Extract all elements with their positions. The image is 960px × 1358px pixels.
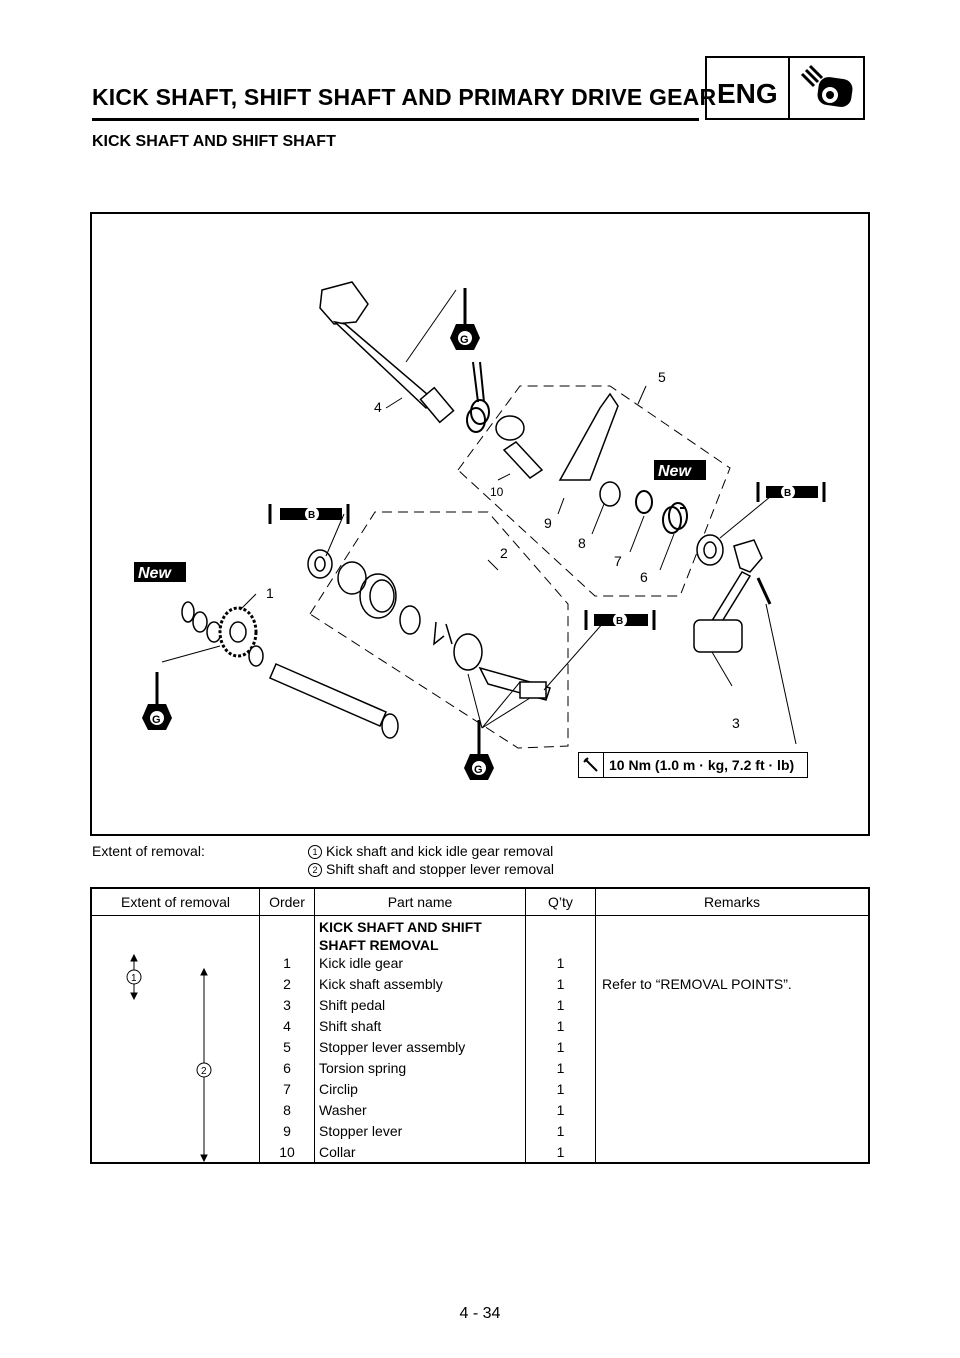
torque-spec-text: 10 Nm (1.0 m · kg, 7.2 ft · lb) (609, 757, 795, 773)
row-order: 1 (283, 955, 291, 971)
extent-item-1 (308, 843, 553, 859)
header-part-name: Part name (387, 894, 453, 910)
header-qty: Q’ty (548, 894, 573, 910)
row-remarks: Refer to “REMOVAL POINTS”. (602, 976, 792, 992)
callout-9: 9 (544, 515, 552, 531)
row-qty: 1 (556, 1060, 565, 1076)
row-qty: 1 (556, 1123, 565, 1139)
exploded-diagram (90, 212, 870, 836)
row-part-name: Kick shaft assembly (319, 976, 443, 992)
section-subtitle: KICK SHAFT AND SHIFT SHAFT (92, 133, 336, 150)
grease-b-marker-left (270, 504, 348, 524)
group-title-line-1: KICK SHAFT AND SHIFT (319, 919, 482, 935)
kick-shaft-assembly-part (308, 550, 550, 700)
row-qty: 1 (556, 955, 565, 971)
row-qty: 1 (556, 1102, 565, 1118)
title-rule (92, 118, 699, 121)
callout-3: 3 (732, 715, 740, 731)
engine-icon (796, 60, 860, 116)
kick-idle-gear-part (182, 602, 398, 738)
row-order: 6 (283, 1060, 291, 1076)
row-part-name: Circlip (319, 1081, 358, 1097)
stopper-lever-part (560, 394, 618, 480)
table-header-rule (92, 915, 868, 916)
row-part-name: Stopper lever assembly (319, 1039, 466, 1055)
section-badge-label: ENG (717, 78, 778, 109)
table-divider (314, 889, 315, 1162)
extent-number-1: 1 (308, 845, 322, 859)
torque-divider (603, 753, 604, 777)
header-order: Order (269, 894, 305, 910)
oil-seal-part (697, 535, 723, 565)
collar-part (496, 416, 542, 478)
table-divider (595, 889, 596, 1162)
row-part-name: Shift shaft (319, 1018, 382, 1034)
removal-table (90, 887, 870, 1164)
row-part-name: Kick idle gear (319, 955, 404, 971)
extent-text-2: Shift shaft and stopper lever removal (326, 861, 555, 877)
new-marker-left (134, 562, 186, 582)
row-qty: 1 (556, 997, 565, 1013)
svg-text:New: New (138, 565, 171, 582)
torque-wrench-icon (583, 757, 599, 773)
extent-number-2: 2 (308, 863, 322, 877)
svg-text:B: B (308, 510, 316, 521)
group-title-line-2: SHAFT REMOVAL (319, 937, 439, 953)
row-qty: 1 (556, 1144, 565, 1160)
extent-text-1: Kick shaft and kick idle gear removal (326, 843, 554, 859)
torsion-spring-part (663, 503, 687, 533)
callout-6: 6 (640, 569, 648, 585)
svg-text:B: B (784, 488, 792, 499)
callout-1: 1 (266, 585, 274, 601)
row-order: 3 (283, 997, 291, 1013)
row-order: 5 (283, 1039, 291, 1055)
callout-2: 2 (500, 545, 508, 561)
extent-mark-2: 2 (201, 1066, 207, 1077)
row-qty: 1 (556, 976, 565, 992)
page-title: KICK SHAFT, SHIFT SHAFT AND PRIMARY DRIVE GEAR (92, 84, 717, 110)
row-order: 4 (283, 1018, 291, 1034)
washer-part (600, 482, 620, 506)
svg-text:New: New (658, 463, 691, 480)
extent-arrows (112, 953, 222, 1163)
page-number: 4 - 34 (459, 1305, 501, 1322)
row-qty: 1 (556, 1039, 565, 1055)
row-part-name: Stopper lever (319, 1123, 403, 1139)
callout-7: 7 (614, 553, 622, 569)
callout-4: 4 (374, 399, 382, 415)
grease-marker-top (450, 288, 480, 350)
svg-text:B: B (616, 616, 624, 627)
svg-text:G: G (152, 714, 161, 726)
grease-marker-left (142, 672, 172, 730)
torque-spec-box (578, 752, 808, 778)
grease-marker-bottom (464, 720, 494, 780)
row-qty: 1 (556, 1018, 565, 1034)
svg-text:G: G (474, 764, 483, 776)
extent-item-2 (308, 861, 554, 877)
extent-mark-1: 1 (131, 973, 137, 984)
circlip-part (636, 491, 652, 513)
row-order: 2 (283, 976, 291, 992)
badge-divider (788, 58, 790, 118)
row-order: 7 (283, 1081, 291, 1097)
header-extent: Extent of removal (121, 894, 230, 910)
row-part-name: Washer (319, 1102, 367, 1118)
row-order: 9 (283, 1123, 291, 1139)
row-order: 8 (283, 1102, 291, 1118)
spring-part (467, 362, 489, 432)
new-marker-top (654, 460, 706, 480)
row-part-name: Collar (319, 1144, 356, 1160)
extent-label: Extent of removal: (92, 843, 205, 859)
row-part-name: Shift pedal (319, 997, 386, 1013)
svg-text:G: G (460, 334, 469, 346)
callout-8: 8 (578, 535, 586, 551)
callout-5: 5 (658, 369, 666, 385)
row-qty: 1 (556, 1081, 565, 1097)
grease-b-marker-center (586, 610, 654, 630)
shift-shaft-part (320, 282, 454, 422)
callout-10: 10 (490, 485, 504, 499)
header-remarks: Remarks (703, 894, 760, 910)
row-order: 10 (279, 1144, 295, 1160)
row-part-name: Torsion spring (319, 1060, 407, 1076)
